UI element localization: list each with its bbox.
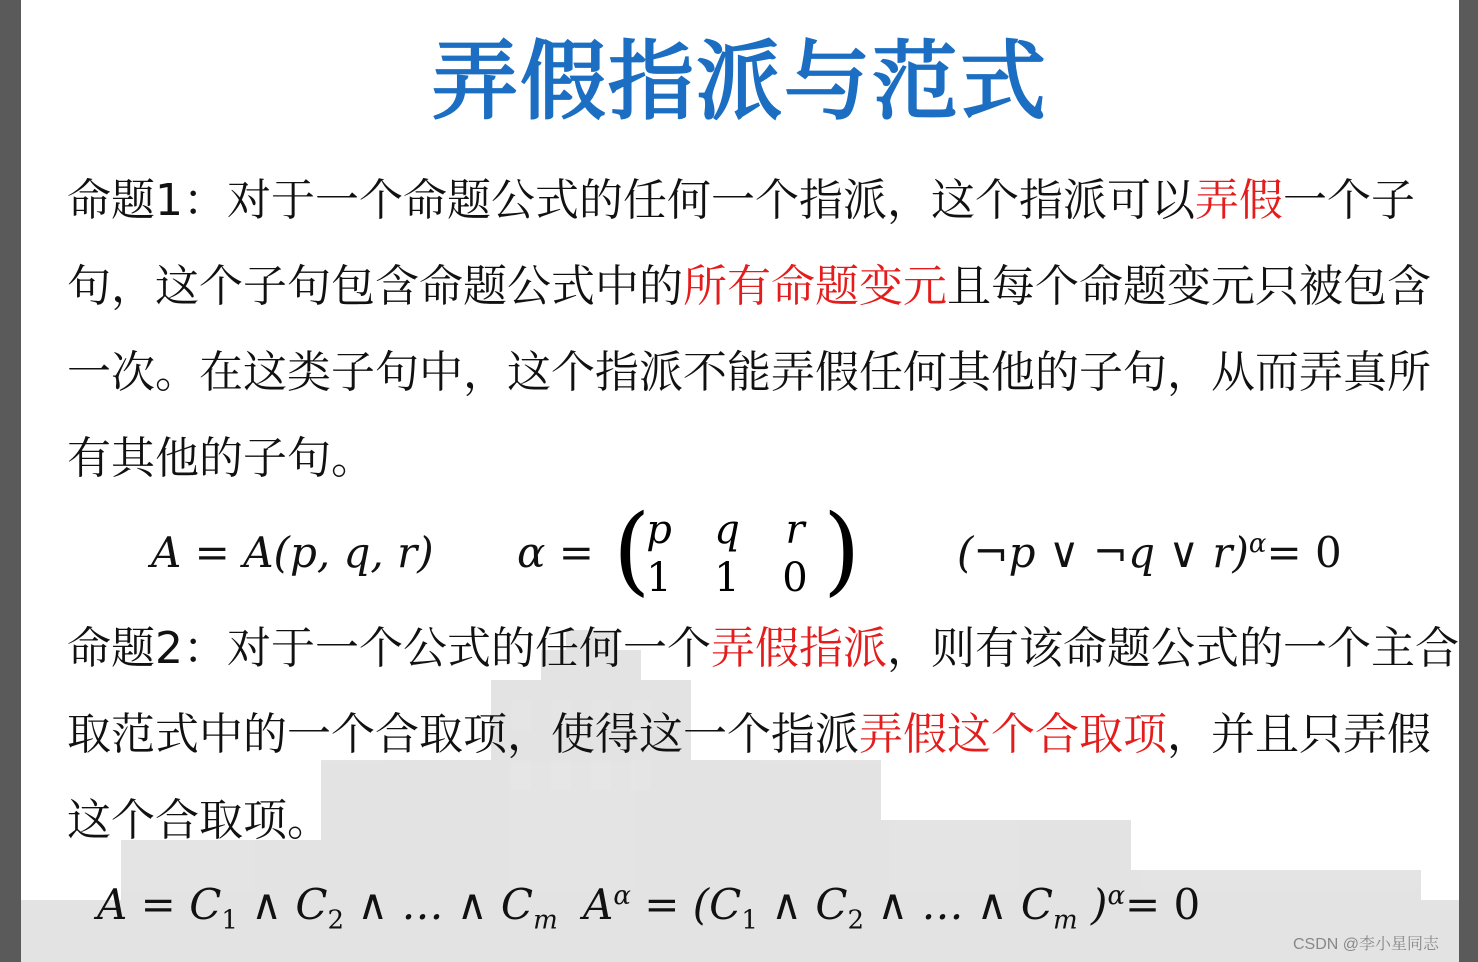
proposition-1 [67,158,1459,502]
assigned-sub: 2 [847,905,864,936]
proposition-1-text-a: 对于一个命题公式的任何一个指派，这个指派可以 [227,175,1195,226]
assigned-a: A [583,880,614,929]
conj-and: ∧ C [237,880,328,929]
proposition-1-highlight-a: 弄假 [1195,175,1283,226]
assigned-and: ∧ C [757,880,848,929]
proposition-1-highlight-b: 所有命题变元 [683,261,947,312]
proposition-1-label: 命题1： [67,175,227,226]
proposition-1-text-b: 一个子句，这个子句包含命题公式中的 [67,175,1415,312]
matrix-cell: r [785,507,805,553]
clause-superscript: α [1248,529,1267,559]
slide [21,0,1459,962]
slide-title: 弄假指派与范式 [432,32,1048,132]
matrix-left-paren: ( [613,494,651,606]
conj-and: ∧ … ∧ C [344,880,534,929]
assigned-sub: m [1053,905,1078,936]
proposition-2-text-b: ，则有该命题公式的一个主合取范式中的一个合取项，使得这一个指派 [67,623,1459,760]
proposition-2 [67,606,1459,864]
conj-lhs: A = C [97,880,222,929]
assigned-sub: 1 [741,905,758,936]
matrix-cell: 1 [646,555,672,601]
matrix-cell: 0 [782,555,808,601]
matrix-cell: p [646,507,672,553]
formula-conjunction [97,880,558,935]
formula-alpha-lhs: α = [517,528,594,577]
proposition-2-label: 命题2： [67,623,227,674]
assigned-and: ∧ … ∧ C [864,880,1054,929]
formula-a-definition: A = A(p, q, r) [151,528,434,577]
formula-conjunction-assigned [583,880,1200,935]
proposition-2-highlight-a: 弄假指派 [711,623,887,674]
proposition-2-text-c: ，并且只弄假这个合取项。 [67,709,1431,846]
proposition-2-highlight-b: 弄假这个合取项 [859,709,1167,760]
matrix-right-paren: ) [823,494,861,606]
assigned-tail: = 0 [1125,880,1201,929]
clause-rhs: = 0 [1266,528,1342,577]
conj-sub: m [533,905,558,936]
assigned-eq: = (C [630,880,742,929]
matrix-cell: 1 [714,555,740,601]
conj-sub: 2 [327,905,345,936]
csdn-watermark: CSDN @李小星同志 [1292,936,1439,953]
assignment-matrix [613,494,861,606]
formula-clause [957,528,1342,577]
proposition-1-text-c: 且每个命题变元只被包含一次。在这类子句中，这个指派不能弄假任何其他的子句，从而弄真所有其他的子句。 [67,261,1431,484]
assigned-close: ) [1077,880,1108,929]
assigned-sup: α [1107,881,1125,911]
assigned-sup: α [613,881,631,911]
conj-sub: 1 [221,905,238,936]
matrix-cell: q [714,507,740,553]
proposition-2-text-a: 对于一个公式的任何一个 [227,623,711,674]
clause-expression: (¬p ∨ ¬q ∨ r) [957,528,1249,577]
